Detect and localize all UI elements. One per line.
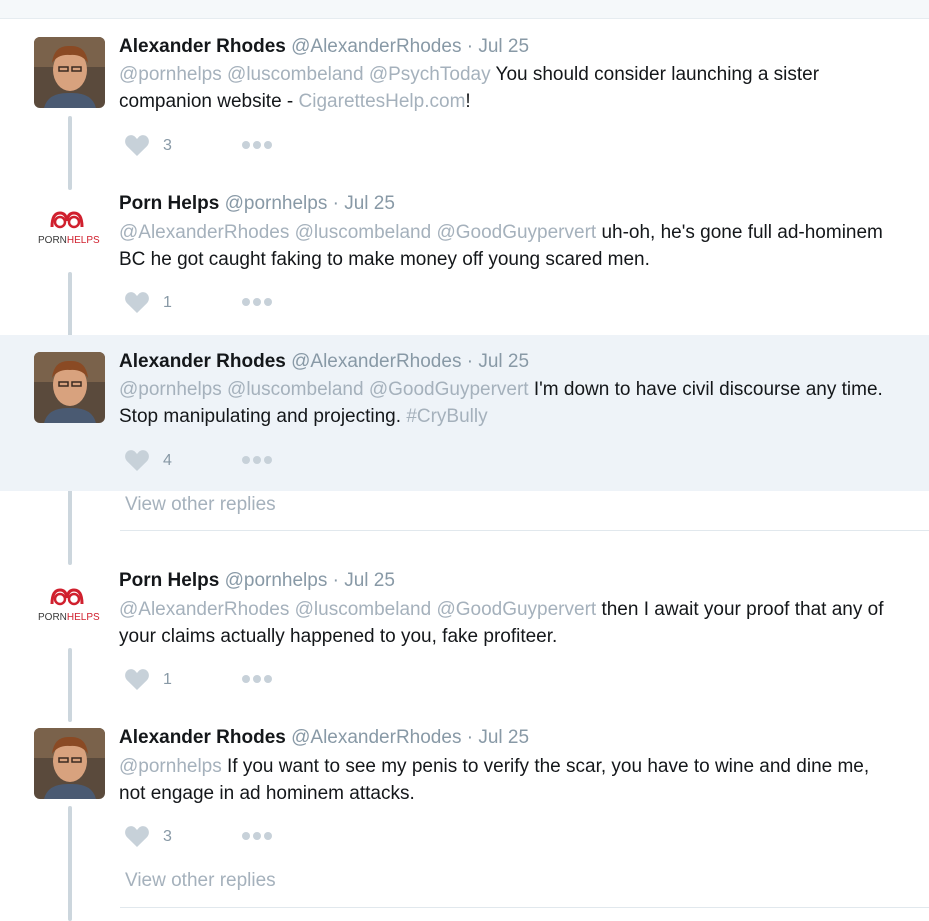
separator-dot: · [332,570,339,591]
heart-icon[interactable] [125,292,149,313]
tweet-text [119,753,889,807]
more-dots-icon[interactable] [241,297,273,307]
tweet-body: uh-oh, he's gone full ad-hominem BC he got caught faking to make money off young scared men. [119,222,883,270]
logo-text-helps: HELPS [66,612,100,623]
hashtag-link[interactable]: #CryBully [406,406,488,427]
tweet-header [119,193,395,215]
tweet-text [119,596,889,650]
avatar[interactable] [34,352,105,423]
mention-link[interactable]: @AlexanderRhodes [119,222,290,243]
tweet-body: If you want to see my penis to verify the scar, you have to wine and dine me, not engage in ad hominem attacks. [119,756,870,804]
top-bar [0,0,929,19]
logo-text-helps: HELPS [66,235,100,246]
like-count: 3 [163,137,172,154]
display-name[interactable]: Alexander Rhodes [119,351,286,372]
tweet-header [119,570,395,592]
tweet-date[interactable]: Jul 25 [344,570,395,591]
pornhelps-logo[interactable] [32,205,106,265]
tweet-date[interactable]: Jul 25 [478,351,530,372]
url-link[interactable]: CigarettesHelp.com [298,91,466,112]
avatar[interactable] [34,728,105,799]
display-name[interactable]: Porn Helps [119,570,220,591]
logo-text-porn: PORN [38,235,67,246]
heart-icon[interactable] [125,826,149,847]
user-handle[interactable]: @AlexanderRhodes [291,36,462,57]
heart-icon[interactable] [125,669,149,690]
separator-dot: · [466,727,474,748]
like-count: 1 [163,671,172,688]
tweet[interactable] [0,562,929,712]
mention-link[interactable]: @luscombeland [294,599,432,620]
user-handle[interactable]: @AlexanderRhodes [291,727,462,748]
tweet-date[interactable]: Jul 25 [478,36,530,57]
mention-link[interactable]: @luscombeland [227,64,364,85]
mention-link[interactable]: @PsychToday [368,64,491,85]
mention-link[interactable]: @pornhelps [119,756,222,777]
display-name[interactable]: Alexander Rhodes [119,36,286,57]
view-other-replies-link[interactable]: View other replies [125,870,276,891]
separator-dot: · [466,36,474,57]
pornhelps-logo[interactable] [32,582,106,642]
tweet-highlighted[interactable] [0,335,929,491]
heart-icon[interactable] [125,135,149,156]
mention-link[interactable]: @luscombeland [227,379,364,400]
user-handle[interactable]: @pornhelps [224,193,328,214]
tweet-text [119,219,889,273]
user-handle[interactable]: @AlexanderRhodes [291,351,462,372]
separator-dot: · [332,193,339,214]
tweet-header [119,36,529,58]
like-count: 1 [163,294,172,311]
more-dots-icon[interactable] [241,455,273,465]
tweet-body: I'm down to have civil discourse any time. Stop manipulating and projecting. [119,379,883,427]
tweet-header [119,351,529,373]
tweet-date[interactable]: Jul 25 [478,727,530,748]
user-handle[interactable]: @pornhelps [224,570,328,591]
more-dots-icon[interactable] [241,674,273,684]
view-other-replies-link[interactable]: View other replies [125,494,276,515]
tweet[interactable] [0,28,929,178]
tweet-body: ! [465,91,471,112]
mention-link[interactable]: @AlexanderRhodes [119,599,290,620]
tweet[interactable] [0,719,929,869]
mention-link[interactable]: @GoodGuypervert [368,379,529,400]
tweet-body: then I await your proof that any of your claims actually happened to you, fake profiteer. [119,599,884,647]
like-count: 4 [163,452,172,469]
more-dots-icon[interactable] [241,831,273,841]
tweet-body: You should consider launching a sister companion website - [119,64,820,112]
divider [120,530,929,531]
avatar[interactable] [34,37,105,108]
mention-link[interactable]: @pornhelps [119,64,222,85]
display-name[interactable]: Alexander Rhodes [119,727,286,748]
logo-text-porn: PORN [38,612,67,623]
mention-link[interactable]: @luscombeland [294,222,432,243]
display-name[interactable]: Porn Helps [119,193,220,214]
tweet-header [119,727,529,749]
tweet[interactable] [0,185,929,335]
more-dots-icon[interactable] [241,140,273,150]
tweet-date[interactable]: Jul 25 [344,193,395,214]
separator-dot: · [466,351,474,372]
mention-link[interactable]: @GoodGuypervert [436,222,597,243]
heart-icon[interactable] [125,450,149,471]
tweet-text [119,376,889,430]
divider [120,907,929,908]
mention-link[interactable]: @GoodGuypervert [436,599,597,620]
mention-link[interactable]: @pornhelps [119,379,222,400]
like-count: 3 [163,828,172,845]
tweet-text [119,61,889,115]
